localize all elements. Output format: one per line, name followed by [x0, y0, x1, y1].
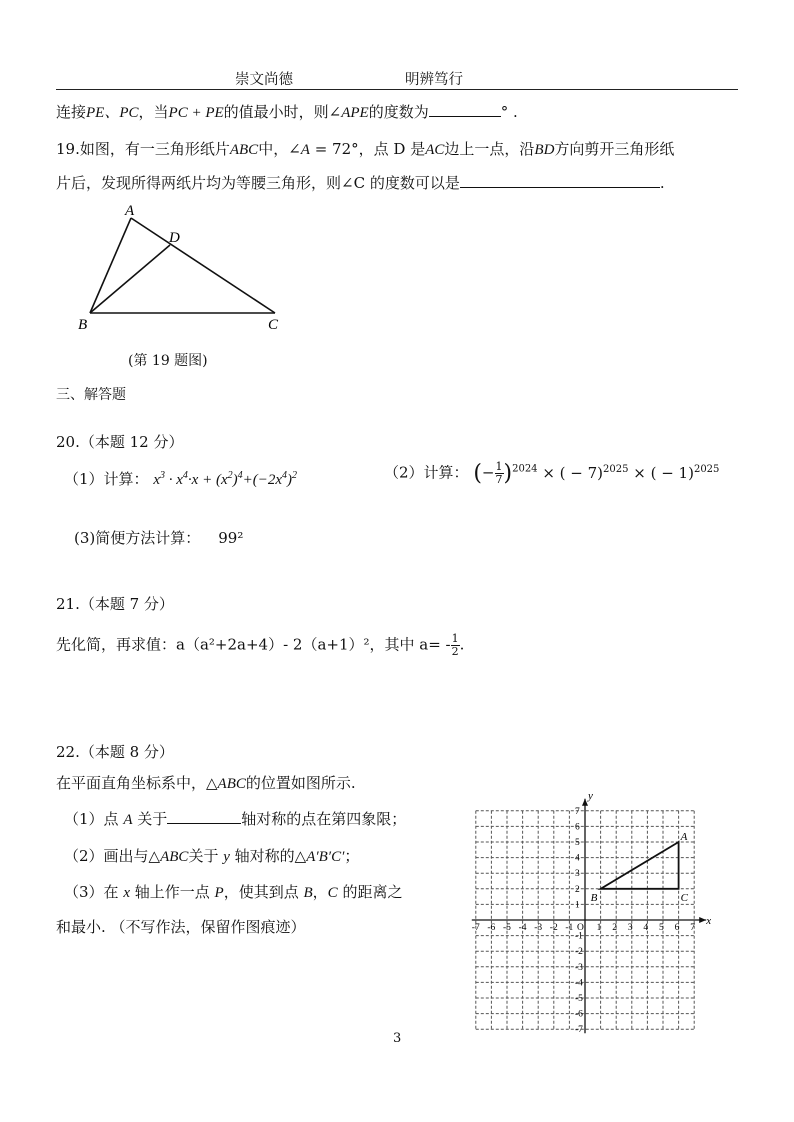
x-axis-arrow — [699, 917, 706, 923]
y-tick-label: -5 — [575, 994, 583, 1004]
x-axis-label: x — [706, 915, 712, 927]
question-22-sub1: （1）点 A 关于 轴对称的点在第四象限； — [64, 810, 407, 828]
edge-AB — [90, 218, 131, 313]
point-A-label: A — [680, 831, 688, 843]
x-tick-label: 3 — [627, 923, 633, 933]
triangle-figure-19 — [70, 198, 300, 338]
triangle-ABC — [601, 842, 679, 889]
question-20-title: 20.（本题 12 分） — [56, 433, 184, 451]
header-motto-right: 明辨笃行 — [405, 72, 463, 88]
y-tick-label: 4 — [575, 853, 580, 864]
label-C: C — [268, 317, 279, 333]
figure-19-caption: (第 19 题图) — [128, 353, 208, 369]
point-C-label: C — [680, 891, 688, 904]
y-tick-label: -7 — [575, 1025, 583, 1036]
answer-blank[interactable] — [460, 173, 660, 188]
x-tick-label: 2 — [612, 923, 617, 933]
x-tick-label: -6 — [487, 923, 496, 933]
y-tick-label: -2 — [575, 947, 583, 958]
header-motto-left: 崇文尚德 — [235, 72, 293, 88]
label-B: B — [78, 317, 88, 333]
x-tick-label: -5 — [503, 923, 511, 933]
x-tick-label: 6 — [674, 923, 680, 933]
question-22-sub2: （2）画出与△ABC关于 y 轴对称的△A′B′C′； — [64, 847, 360, 865]
y-tick-label: -6 — [575, 1009, 583, 1020]
segment-BD — [90, 245, 170, 313]
question-22-intro: 在平面直角坐标系中，△ABC的位置如图所示. — [56, 774, 356, 792]
y-tick-label: 7 — [575, 806, 580, 817]
x-tick-label: -1 — [565, 923, 574, 933]
question-22-sub3: （3）在 x 轴上作一点 P，使其到点 B，C 的距离之 — [64, 883, 403, 901]
x-tick-label: 4 — [643, 923, 649, 933]
question-21-body: 先化简，再求值：a（a²+2a+4）- 2（a+1）²，其中 a= - $\frac{1}{2}$ . — [56, 632, 465, 658]
question-19-line2: 片后，发现所得两纸片均为等腰三角形，则∠C 的度数可以是 . — [56, 174, 665, 192]
y-tick-label: -1 — [575, 931, 583, 942]
y-tick-label: 1 — [575, 900, 580, 911]
page-number: 3 — [393, 1031, 402, 1046]
question-20-part2: （2）计算： (− $\frac{1}{7}$ )$^{2024}$ × ( − 7)$^{2025}$ × ( − 1)$^{2025}$ — [384, 460, 720, 486]
x-tick-label: 5 — [659, 923, 664, 933]
section-heading: 三、解答题 — [56, 387, 126, 403]
question-20-part1: （1）计算： $x^3 \cdot x^4\cdot x + (x^2)^4+(-2x^4)^2$ — [64, 470, 298, 488]
x-tick-label: 1 — [596, 923, 602, 933]
y-tick-label: -4 — [575, 978, 583, 989]
origin-label: O — [577, 923, 584, 933]
edge-AC — [131, 218, 275, 313]
question-22-sub3-cont: 和最小. （不写作法，保留作图痕迹） — [56, 918, 306, 936]
y-tick-label: 6 — [575, 822, 580, 833]
label-A: A — [125, 203, 135, 219]
x-tick-label: -7 — [471, 923, 480, 933]
question-21-title: 21.（本题 7 分） — [56, 595, 174, 613]
answer-blank[interactable] — [429, 102, 501, 117]
x-tick-label: -2 — [549, 923, 558, 933]
coordinate-grid — [468, 788, 728, 1050]
question-19-line1: 19.如图，有一三角形纸片ABC中，∠A = 72°，点 D 是AC边上一点，沿BD方向剪开三角形纸 — [56, 140, 675, 158]
header-rule — [56, 89, 738, 90]
x-tick-label: 7 — [690, 923, 695, 933]
x-tick-label: -4 — [518, 923, 527, 933]
y-tick-label: 2 — [575, 884, 580, 895]
y-tick-label: 5 — [575, 838, 580, 848]
answer-blank[interactable] — [167, 809, 241, 824]
question-20-part3: (3)简便方法计算： 99² — [74, 529, 244, 547]
y-tick-label: -3 — [575, 962, 583, 973]
y-tick-label: 3 — [575, 869, 580, 880]
question-22-title: 22.（本题 8 分） — [56, 743, 174, 761]
question-18-tail: 连接PE、PC，当PC + PE的值最小时，则∠APE的度数为 ° . — [56, 103, 518, 121]
label-D: D — [169, 230, 180, 246]
y-axis-label: y — [588, 789, 593, 802]
point-B-label: B — [590, 891, 598, 904]
x-tick-label: -3 — [534, 923, 543, 933]
